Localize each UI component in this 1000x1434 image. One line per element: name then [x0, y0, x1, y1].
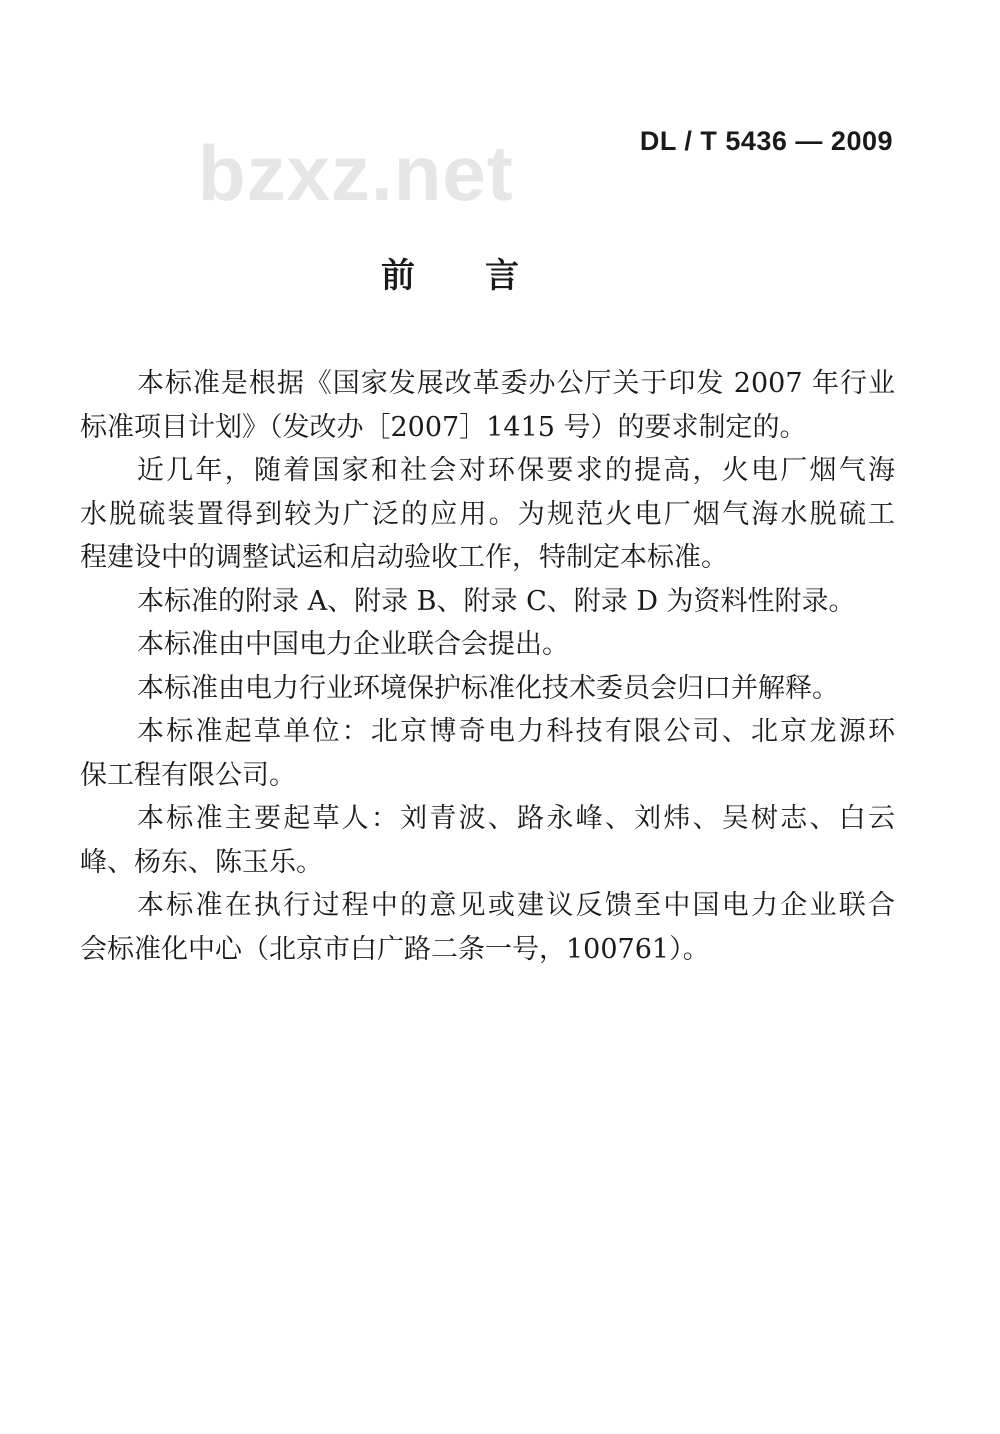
text-line: 水脱硫装置得到较为广泛的应用。为规范火电厂烟气海水脱硫工	[80, 498, 895, 530]
text-line: 本标准由电力行业环境保护标准化技术委员会归口并解释。	[137, 672, 839, 704]
paragraph	[80, 449, 895, 580]
text-line: 程建设中的调整试运和启动验收工作，特制定本标准。	[80, 542, 728, 573]
paragraph	[80, 362, 895, 449]
standard-code: DL / T 5436 — 2009	[639, 126, 893, 156]
document-body	[80, 362, 895, 971]
text-line: 本标准由中国电力企业联合会提出。	[137, 629, 569, 660]
text-line: 标准项目计划》（发改办［2007］1415 号）的要求制定的。	[80, 411, 807, 443]
paragraph	[80, 710, 895, 797]
page-title: 前言	[381, 256, 589, 296]
text-line: 本标准的附录 A、附录 B、附录 C、附录 D 为资料性附录。	[137, 585, 856, 617]
text-line: 会标准化中心（北京市白广路二条一号，100761）。	[80, 933, 710, 965]
text-line: 保工程有限公司。	[80, 759, 296, 791]
text-line: 本标准在执行过程中的意见或建议反馈至中国电力企业联合	[137, 890, 895, 921]
paragraph	[80, 580, 895, 624]
paragraph	[80, 667, 895, 711]
text-line: 本标准是根据《国家发展改革委办公厅关于印发 2007 年行业	[137, 368, 895, 399]
text-line: 本标准起草单位：北京博奇电力科技有限公司、北京龙源环	[137, 716, 895, 747]
watermark: bzxz.net	[198, 129, 514, 217]
paragraph	[80, 797, 895, 884]
paragraph	[80, 623, 895, 667]
paragraph	[80, 884, 895, 971]
text-line: 本标准主要起草人：刘青波、路永峰、刘炜、吴树志、白云	[137, 803, 895, 834]
text-line: 峰、杨东、陈玉乐。	[80, 846, 323, 878]
text-line: 近几年，随着国家和社会对环保要求的提高，火电厂烟气海	[137, 455, 895, 486]
